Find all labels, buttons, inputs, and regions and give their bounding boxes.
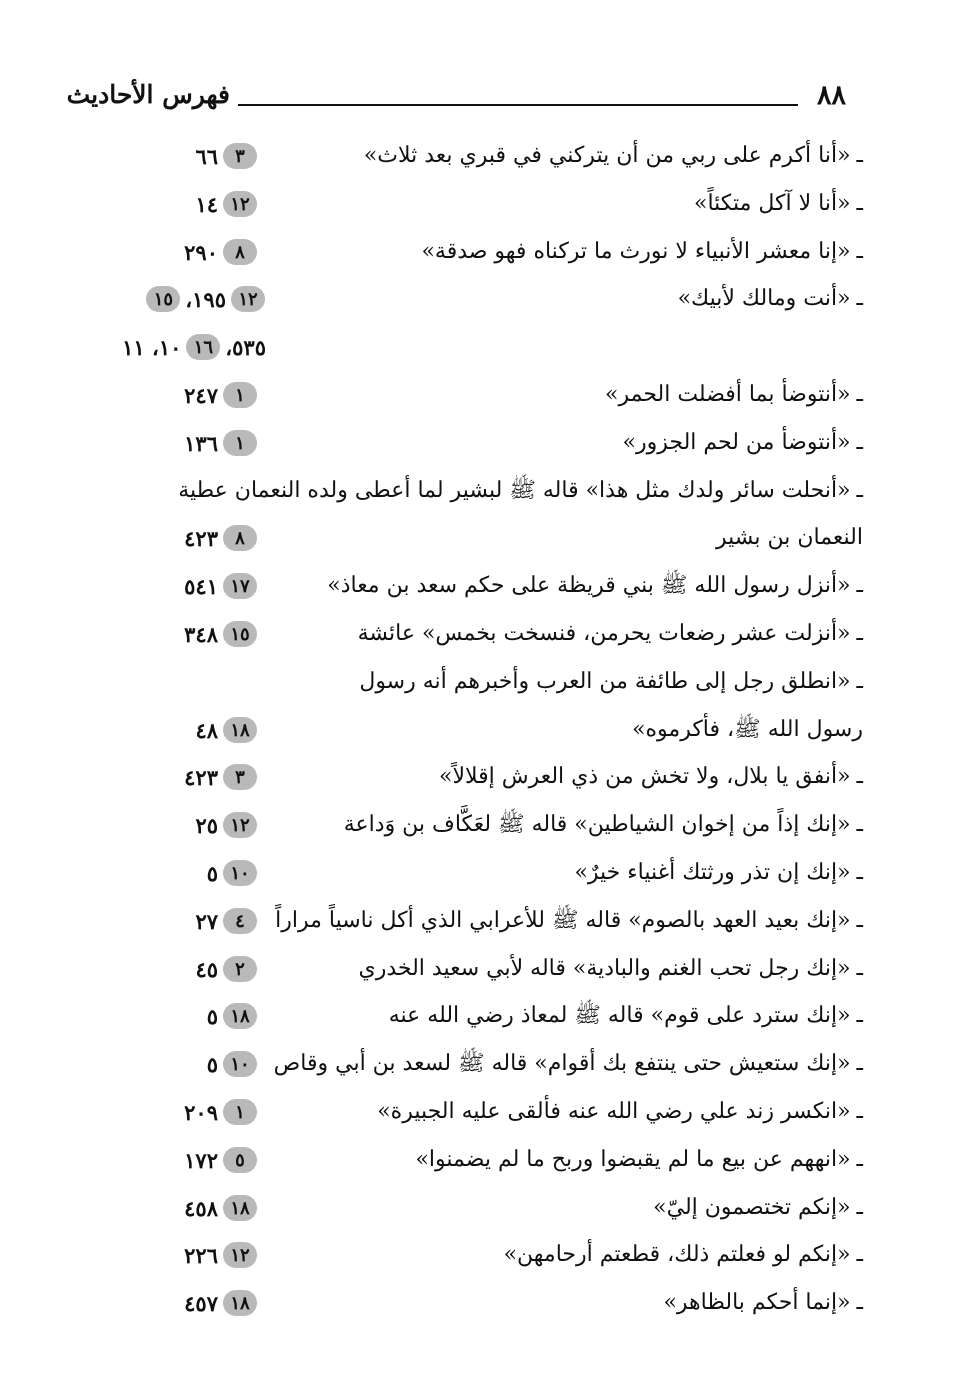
page-numbers: ٥٤١ <box>184 573 218 599</box>
index-entry <box>0 1044 958 1084</box>
entry-dash: ـ <box>856 1051 863 1076</box>
hadith-text: «أنفق يا بلال، ولا تخش من ذي العرش إقلالاً» <box>438 764 851 789</box>
page-numbers: ٢٠٩ <box>184 1099 218 1125</box>
hadith-text: «أنزلت عشر رضعات يحرمن، فنسخت بخمس» عائشة <box>357 621 851 646</box>
entry-text <box>632 710 863 750</box>
index-entry <box>0 518 958 558</box>
index-entry <box>0 996 958 1036</box>
hadith-text: رسول الله ﷺ، فأكرموه» <box>632 717 863 742</box>
page-numbers: ٢٢٦ <box>184 1242 218 1268</box>
page-number: ٨٨ <box>817 80 847 111</box>
index-entry <box>0 566 958 606</box>
index-entry <box>0 1092 958 1132</box>
hadith-text: «أنحلت سائر ولدك مثل هذا» قاله ﷺ لبشير لما أعطى ولده النعمان عطية <box>178 478 851 503</box>
entry-text <box>389 996 863 1036</box>
entry-dash: ـ <box>856 1099 863 1124</box>
volume-badge: ١٧ <box>223 573 257 599</box>
entry-dash: ـ <box>856 812 863 837</box>
volume-badge: ٤ <box>223 908 257 934</box>
entry-dash: ـ <box>856 382 863 407</box>
entry-references <box>160 805 260 845</box>
volume-badge: ١٢ <box>231 286 265 312</box>
entry-references <box>160 996 260 1036</box>
entry-references <box>160 232 260 272</box>
entry-dash: ـ <box>856 1242 863 1267</box>
volume-badge: ١٠ <box>223 1051 257 1077</box>
volume-badge: ١٥ <box>223 621 257 647</box>
entry-references <box>160 901 260 941</box>
entry-text <box>415 1140 863 1180</box>
index-entry <box>0 471 958 511</box>
entry-dash: ـ <box>856 191 863 216</box>
entry-text <box>327 566 863 606</box>
entry-dash: ـ <box>856 1147 863 1172</box>
entry-references <box>160 614 260 654</box>
page-numbers: ١٤ <box>195 191 218 217</box>
entry-text <box>344 805 863 845</box>
index-entry <box>0 710 958 750</box>
entry-text <box>653 1188 863 1228</box>
entry-references <box>160 757 260 797</box>
hadith-text: «أنا أكرم على ربي من أن يتركني في قبري بعد ثلاث» <box>363 143 851 168</box>
entry-text <box>716 518 863 558</box>
volume-badge: ٨ <box>223 525 257 551</box>
index-entry <box>0 1140 958 1180</box>
page-numbers: ٤٨ <box>195 717 218 743</box>
hadith-text: «انطلق رجل إلى طائفة من العرب وأخبرهم أنه رسول <box>359 669 851 694</box>
entry-dash: ـ <box>856 239 863 264</box>
hadith-text: «إنك إن تذر ورثتك أغنياء خيرٌ» <box>574 860 851 885</box>
page-numbers: ٤٢٣ <box>184 764 218 790</box>
entry-text <box>359 949 863 989</box>
page-numbers: ١٧٢ <box>184 1147 218 1173</box>
entry-dash: ـ <box>856 1195 863 1220</box>
index-entry <box>0 232 958 272</box>
entry-text <box>605 375 863 415</box>
page-numbers: ٤٢٣ <box>184 525 218 551</box>
index-entry <box>0 279 958 319</box>
index-entry <box>0 805 958 845</box>
page-numbers: ٥ <box>206 1051 218 1077</box>
index-entry <box>0 423 958 463</box>
entry-text <box>364 136 863 176</box>
entry-references <box>160 184 260 224</box>
entry-text <box>504 1235 863 1275</box>
index-entry <box>0 136 958 176</box>
volume-badge: ٣ <box>223 764 257 790</box>
entry-references <box>160 853 260 893</box>
entry-text <box>377 1092 863 1132</box>
hadith-text: «إنك بعيد العهد بالصوم» قاله ﷺ للأعرابي الذي أكل ناسياً مراراً <box>275 908 851 933</box>
page-numbers: ٤٥٧ <box>184 1290 218 1316</box>
entry-dash: ـ <box>856 1290 863 1315</box>
entry-text <box>574 853 863 893</box>
entry-text <box>623 423 863 463</box>
hadith-text: «إنك إذاً من إخوان الشياطين» قاله ﷺ لعَكَّاف بن وَداعة <box>343 812 851 837</box>
entry-references <box>160 566 260 606</box>
page-numbers: ٥ <box>206 860 218 886</box>
entry-text <box>358 614 863 654</box>
hadith-text: «إنكم تختصمون إليّ» <box>653 1195 851 1220</box>
entry-references <box>60 327 268 367</box>
hadith-text: «إنا معشر الأنبياء لا نورث ما تركناه فهو صدقة» <box>421 239 851 264</box>
entry-dash: ـ <box>856 430 863 455</box>
entry-text <box>421 232 863 272</box>
hadith-text: «إنكم لو فعلتم ذلك، قطعتم أرحامهن» <box>503 1242 851 1267</box>
volume-badge: ٨ <box>223 239 257 265</box>
index-entry <box>0 1188 958 1228</box>
hadith-text: «أنتوضأ بما أفضلت الحمر» <box>605 382 851 407</box>
page-numbers: ٢٥ <box>195 812 218 838</box>
page-numbers: ٢٩٠ <box>184 239 218 265</box>
page-numbers: ١٠، ١١ <box>122 334 182 360</box>
hadith-text: «إنك سترد على قوم» قاله ﷺ لمعاذ رضي الله عنه <box>388 1003 851 1028</box>
entry-dash: ـ <box>856 860 863 885</box>
entry-references <box>60 279 268 319</box>
page-numbers: ٣٤٨ <box>184 621 218 647</box>
entry-references <box>160 949 260 989</box>
page-title: فهرس الأحاديث <box>66 80 230 109</box>
hadith-text: «إنك ستعيش حتى ينتفع بك أقوام» قاله ﷺ لسعد بن أبي وقاص <box>273 1051 851 1076</box>
entry-text <box>663 1283 863 1323</box>
entry-references <box>160 136 260 176</box>
page-numbers: ٥٣٥، <box>225 334 266 360</box>
hadith-text: «انكسر زند علي رضي الله عنه فألقى عليه الجبيرة» <box>377 1099 851 1124</box>
entry-text <box>439 757 863 797</box>
hadith-text: «إنك رجل تحب الغنم والبادية» قاله لأبي سعيد الخدري <box>358 956 851 981</box>
entry-references <box>160 1140 260 1180</box>
volume-badge: ٣ <box>223 143 257 169</box>
entry-text <box>178 471 863 511</box>
page-numbers: ٤٥ <box>195 956 218 982</box>
volume-badge: ١٨ <box>223 717 257 743</box>
entry-text <box>359 662 863 702</box>
hadith-text: «إنما أحكم بالظاهر» <box>663 1290 851 1315</box>
page-numbers: ٤٥٨ <box>184 1195 218 1221</box>
index-entry <box>0 1283 958 1323</box>
entry-dash: ـ <box>856 908 863 933</box>
entry-references <box>160 1092 260 1132</box>
entry-references <box>160 1044 260 1084</box>
page-numbers: ٢٤٧ <box>184 382 218 408</box>
index-entry <box>0 853 958 893</box>
entry-dash: ـ <box>856 286 863 311</box>
entry-text <box>275 901 863 941</box>
page-numbers: ١٩٥، <box>185 286 226 312</box>
volume-badge: ١٢ <box>223 1242 257 1268</box>
entry-dash: ـ <box>856 1003 863 1028</box>
header-rule <box>238 104 798 106</box>
volume-badge: ١ <box>223 1099 257 1125</box>
index-entry <box>0 184 958 224</box>
hadith-text: «أنا لا آكل متكئاً» <box>694 191 851 216</box>
entry-dash: ـ <box>856 621 863 646</box>
entry-dash: ـ <box>856 956 863 981</box>
volume-badge: ١٢ <box>223 812 257 838</box>
entry-dash: ـ <box>856 478 863 503</box>
entry-references <box>160 375 260 415</box>
hadith-text: «أنت ومالك لأبيك» <box>677 286 851 311</box>
index-entry <box>0 375 958 415</box>
entry-text <box>694 184 863 224</box>
entry-text <box>678 279 863 319</box>
volume-badge: ١٠ <box>223 860 257 886</box>
entry-dash: ـ <box>856 143 863 168</box>
index-entry <box>0 662 958 702</box>
entry-references <box>160 1235 260 1275</box>
entry-dash: ـ <box>856 669 863 694</box>
entry-references <box>160 1283 260 1323</box>
entry-references <box>160 518 260 558</box>
entry-references <box>160 710 260 750</box>
hadith-text: النعمان بن بشير <box>715 525 863 550</box>
index-entry <box>0 1235 958 1275</box>
index-entry <box>0 901 958 941</box>
hadith-text: «أنتوضأ من لحم الجزور» <box>622 430 851 455</box>
volume-badge: ١٦ <box>186 334 220 360</box>
entry-text <box>274 1044 863 1084</box>
index-entry <box>0 614 958 654</box>
index-entry <box>0 757 958 797</box>
volume-badge: ١٥ <box>146 286 180 312</box>
entry-references <box>160 423 260 463</box>
volume-badge: ١٨ <box>223 1003 257 1029</box>
entry-dash: ـ <box>856 573 863 598</box>
index-entry <box>0 327 958 367</box>
entry-references <box>160 1188 260 1228</box>
hadith-text: «انههم عن بيع ما لم يقبضوا وربح ما لم يضمنوا» <box>415 1147 851 1172</box>
page-numbers: ٥ <box>206 1003 218 1029</box>
volume-badge: ١٨ <box>223 1195 257 1221</box>
volume-badge: ١ <box>223 382 257 408</box>
entry-dash: ـ <box>856 764 863 789</box>
volume-badge: ١٨ <box>223 1290 257 1316</box>
volume-badge: ١٢ <box>223 191 257 217</box>
hadith-text: «أنزل رسول الله ﷺ بني قريظة على حكم سعد بن معاذ» <box>327 573 851 598</box>
volume-badge: ٢ <box>223 956 257 982</box>
page-numbers: ٢٧ <box>195 908 218 934</box>
page-numbers: ٦٦ <box>195 143 218 169</box>
volume-badge: ٥ <box>223 1147 257 1173</box>
volume-badge: ١ <box>223 430 257 456</box>
index-entry <box>0 949 958 989</box>
page-numbers: ١٣٦ <box>184 430 218 456</box>
